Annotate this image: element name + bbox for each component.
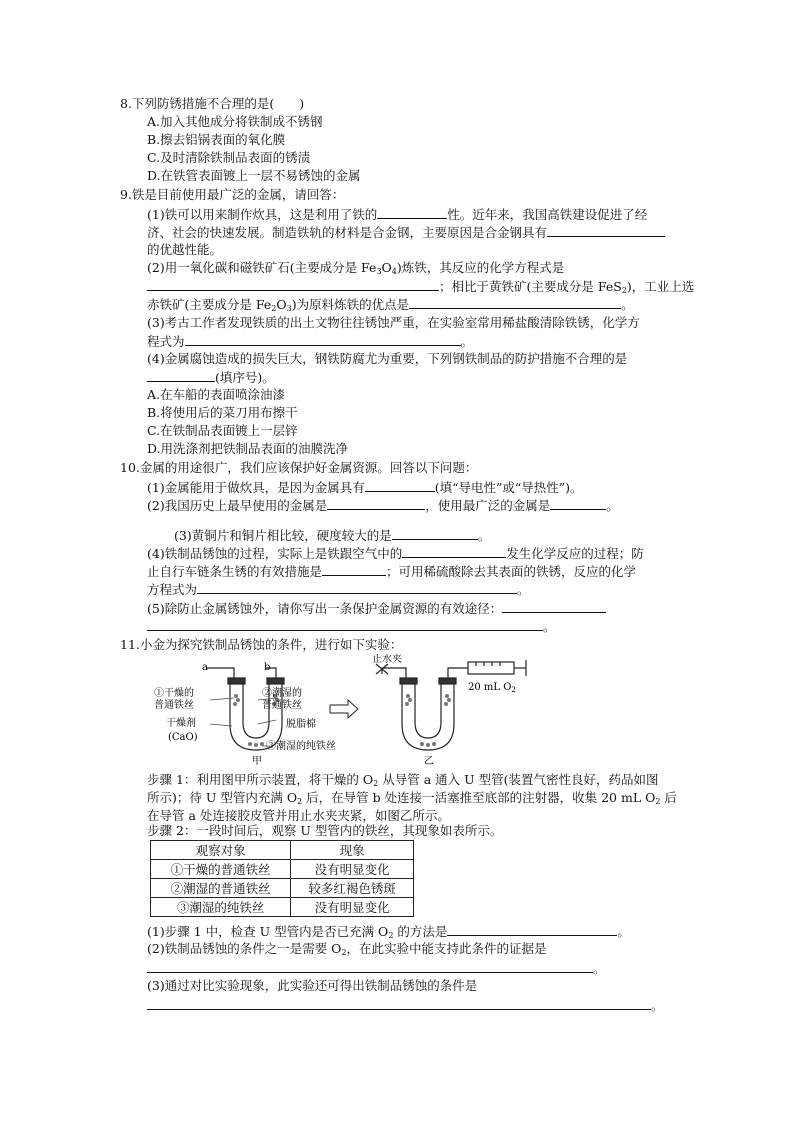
arrow-icon [330,700,358,718]
answer-blank[interactable] [197,581,517,594]
q9-option-c: C.在铁制品表面镀上一层锌 [147,423,298,438]
label-cotton: 脱脂棉 [286,719,316,730]
table-row [151,898,414,917]
u-tube-yi-contents [405,694,451,747]
table-cell: 没有明显变化 [291,860,414,879]
q10-part4-line2: 止自行车链条生锈的有效措施是 ；可用稀硫酸除去其表面的铁锈，反应的化学 [147,564,637,579]
q11-part1: (1)步骤 1 中，检查 U 型管内是否已充满 $O_2$ 的方法是 。 [147,924,630,940]
q10-part4-line1: (4)铁制品锈蚀的过程，实际上是铁跟空气中的 发生化学反应的过程；防 [147,546,644,561]
label-wet-iron: ②潮湿的 [262,688,302,699]
q9-part3-line2: 程式为 。 [147,334,474,349]
answer-blank[interactable] [147,960,593,973]
q11-step1-line1: 步骤 1：利用图甲所示装置，将干燥的 $O_2$ 从导管 a 通入 U 型管(装置气密性良好，药品如图 [147,772,659,788]
table-cell: ③潮湿的纯铁丝 [151,898,291,917]
q9-option-d: D.用洗涤剂把铁制品表面的油膜洗净 [147,441,349,456]
label-desiccant-2: (CaO) [168,732,198,743]
label-pure-iron: ③潮湿的纯铁丝 [266,741,336,752]
q9-stem: 9.铁是目前使用最广泛的金属，请回答： [120,187,345,202]
answer-blank[interactable] [365,479,435,492]
table-header: 现象 [291,841,414,860]
answer-blank[interactable] [392,527,478,540]
answer-blank[interactable] [447,923,617,936]
q9-part4-line2: (填序号)。 [147,369,275,386]
q10-part4-line3: 方程式为 。 [147,582,530,597]
label-wet-iron-2: 普通铁丝 [262,700,302,711]
q11-stem: 11.小金为探究铁制品锈蚀的条件，进行如下实验： [120,637,403,652]
answer-blank[interactable] [147,997,651,1010]
q11-step2: 步骤 2：一段时间后，观察 U 型管内的铁丝，其现象如表所示。 [147,823,503,838]
label-clamp: 止水夹 [372,654,402,665]
answer-blank[interactable] [322,563,386,576]
table-cell: 没有明显变化 [291,898,414,917]
table-row [151,860,414,879]
q11-step1-line2: 所示)；待 U 型管内充满 $O_2$ 后，在导管 b 处连接一活塞推至底部的注射器，收集 20 mL $O_2$ 后 [147,790,677,806]
q9-part1-line1: (1)铁可以用来制作炊具，这是利用了铁的 性。近年来，我国高铁建设促进了经 [147,207,648,222]
answer-blank[interactable] [409,296,621,309]
q8-option-a: A.加入其他成分将铁制成不锈钢 [147,114,323,129]
q9-option-a: A.在车船的表面喷涂油漆 [147,387,286,402]
answer-blank[interactable] [550,497,606,510]
q9-part2-line1: (2)用一氧化碳和磁铁矿石(主要成分是 $Fe_3O_4$)炼铁，其反应的化学方程式是 [147,260,565,276]
table-cell: 较多红褐色锈斑 [291,879,414,898]
q9-part1-line2: 济、社会的快速发展。制造铁轨的材料是合金钢，主要原因是合金钢具有 [147,224,665,241]
answer-blank[interactable] [502,600,606,613]
q11-part3-line2: 。 [147,997,664,1014]
answer-blank[interactable] [185,333,461,346]
table-header: 观察对象 [151,841,291,860]
table-cell: ①干燥的普通铁丝 [151,860,291,879]
label-dry-iron: ①干燥的 [154,688,194,699]
q10-part5-line2: 。 [147,618,556,635]
label-b: b [264,662,271,673]
label-syringe: 20 mL $O_2$ [468,682,516,694]
q8-option-c: C.及时清除铁制品表面的锈渍 [147,150,311,165]
table-row [151,879,414,898]
u-tube-yi [382,668,464,750]
q8-option-d: D.在铁管表面镀上一层不易锈蚀的金属 [147,168,361,183]
label-dry-iron-2: 普通铁丝 [154,700,194,711]
answer-blank[interactable] [377,206,447,219]
answer-blank[interactable] [547,224,665,237]
q11-part2-line1: (2)铁制品锈蚀的条件之一是需要 $O_2$，在此实验中能支持此条件的证据是 [147,941,547,957]
answer-blank[interactable] [147,369,215,382]
q9-option-b: B.将使用后的菜刀用布擦干 [147,405,298,420]
answer-blank[interactable] [147,618,543,631]
q9-part4-line1: (4)金属腐蚀造成的损失巨大，钢铁防腐尤为重要，下列钢铁制品的防护措施不合理的是 [147,351,628,366]
q10-part2: (2)我国历史上最早使用的金属是 ，使用最广泛的金属是 。 [147,498,619,513]
table-cell: ②潮湿的普通铁丝 [151,879,291,898]
q10-part3: (3)黄铜片和铜片相比较，硬度较大的是 。 [174,528,491,543]
q11-part3-line1: (3)通过对比实验现象，此实验还可得出铁制品锈蚀的条件是 [147,978,478,993]
q9-part2-line3: 赤铁矿(主要成分是 $Fe_2O_3$)为原料炼铁的优点是 。 [147,297,634,313]
label-a: a [202,662,208,673]
experiment-figure [150,654,530,766]
q10-part5-line1: (5)除防止金属锈蚀外，请你写出一条保护金属资源的有效途径： [147,600,606,617]
q10-part1: (1)金属能用于做炊具，是因为金属具有 (填“导电性”或“导热性”)。 [147,480,583,495]
q8-option-b: B.擦去铝锅表面的氧化膜 [147,132,286,147]
q9-part3-line1: (3)考古工作者发现铁质的出土文物往往锈蚀严重，在实验室常用稀盐酸清除铁锈，化学方 [147,315,640,330]
observation-table [150,840,414,917]
q11-part2-line2: 。 [147,960,606,977]
syringe-icon [464,660,526,676]
answer-blank[interactable] [327,497,425,510]
q11-step1-line3: 在导管 a 处连接胶皮管并用止水夹夹紧，如图乙所示。 [147,808,450,823]
table-header-row [151,841,414,860]
caption-jia: 甲 [252,756,262,766]
q9-part2-line2: ；相比于黄铁矿(主要成分是 FeS$_2$)，工业上选 [147,278,694,295]
answer-blank[interactable] [402,545,506,558]
label-desiccant: 干燥剂 [166,718,196,729]
caption-yi: 乙 [424,756,434,766]
q10-stem: 10.金属的用途很广，我们应该保护好金属资源。回答以下问题： [120,460,478,475]
q8-stem: 8.下列防锈措施不合理的是( ) [120,96,305,111]
q9-part1-line3: 的优越性能。 [147,242,223,257]
answer-blank[interactable] [147,278,439,291]
